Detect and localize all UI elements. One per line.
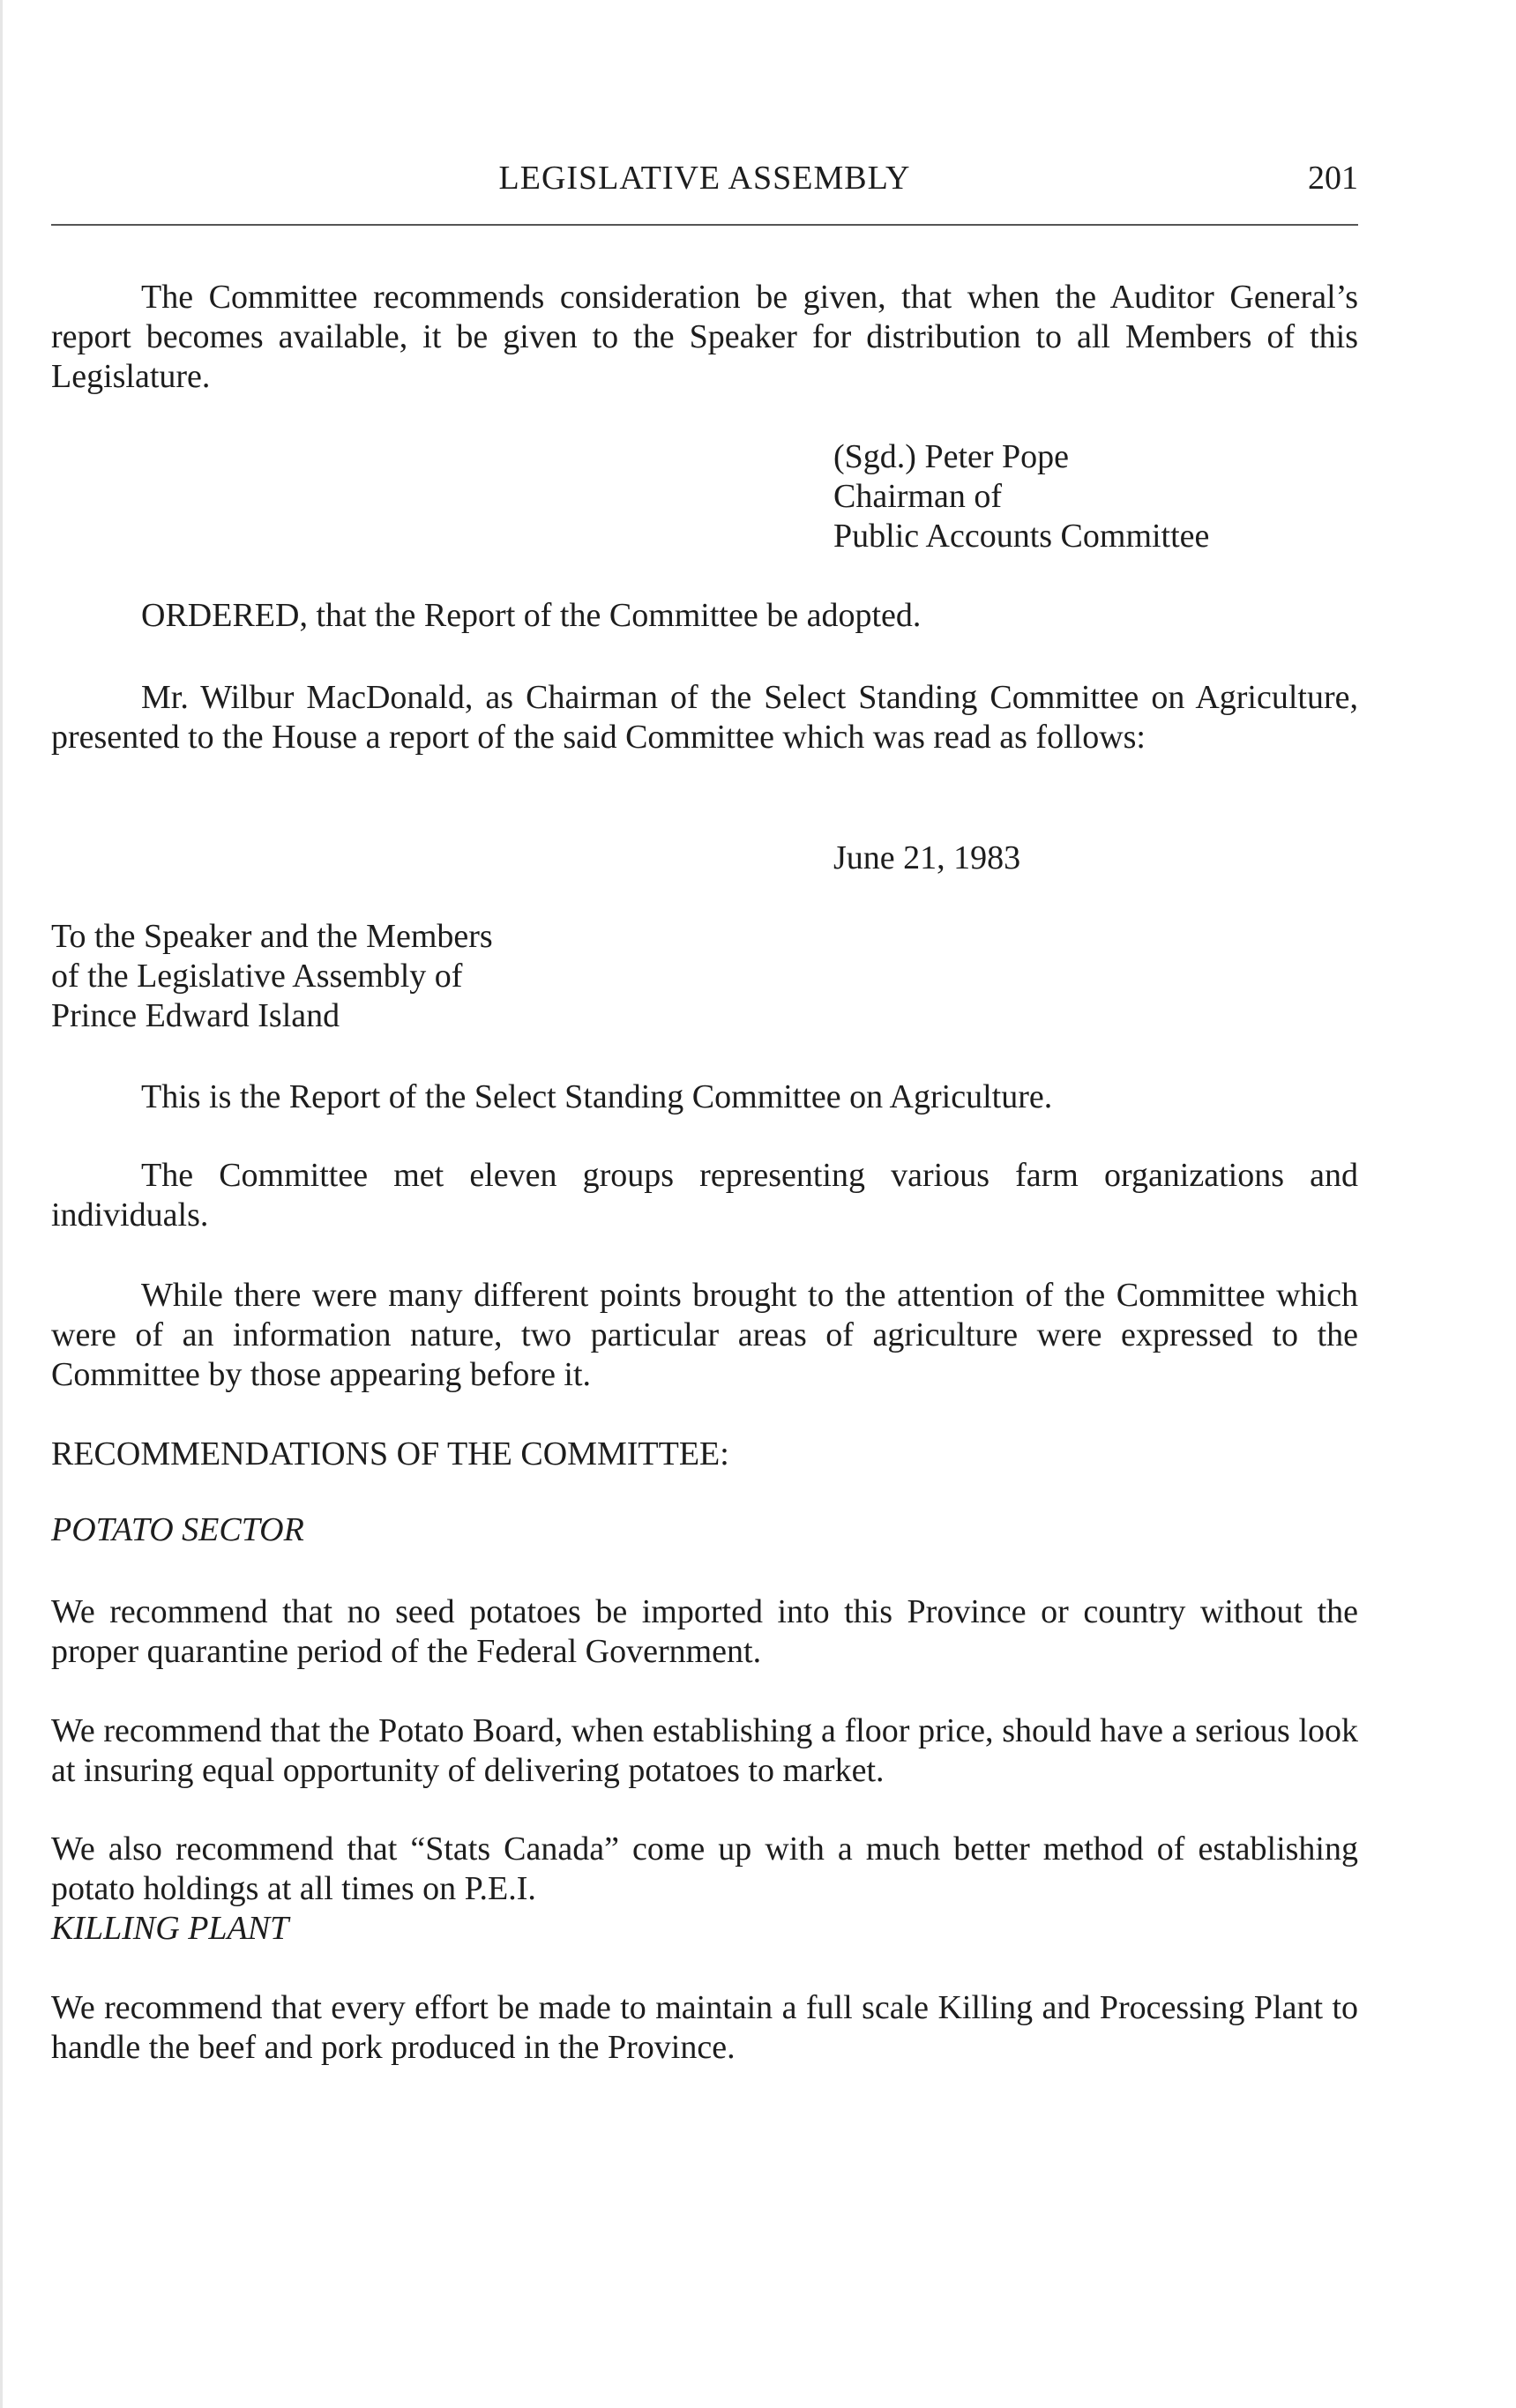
- recommendations-heading: RECOMMENDATIONS OF THE COMMITTEE:: [51, 1435, 729, 1472]
- header-divider: [51, 224, 1358, 226]
- address-line: Prince Edward Island: [51, 997, 340, 1034]
- page-edge: [0, 0, 3, 2408]
- potato-sector-heading: POTATO SECTOR: [51, 1511, 304, 1548]
- page-number: 201: [1308, 160, 1358, 197]
- signature-block: [833, 437, 1209, 556]
- signature-line: (Sgd.) Peter Pope: [833, 438, 1070, 475]
- address-block: [51, 917, 1358, 1036]
- signature-committee: Public Accounts Committee: [833, 518, 1210, 555]
- signature-title: Chairman of: [833, 478, 1003, 515]
- potato-recommendation: We recommend that no seed potatoes be imported into this Province or country without the proper quarantine period of the Federal Government.: [51, 1593, 1358, 1670]
- killing-plant-recommendation: We recommend that every effort be made to maintain a full scale Killing and Processing Plant to handle the beef and pork produced in the Province.: [51, 1989, 1358, 2066]
- address-line: To the Speaker and the Members: [51, 918, 493, 955]
- potato-recommendation: We recommend that the Potato Board, when establishing a floor price, should have a serious look at insuring equal opportunity of delivering potatoes to market.: [51, 1712, 1358, 1789]
- killing-plant-heading: KILLING PLANT: [51, 1910, 289, 1947]
- page-header: [51, 155, 1358, 208]
- paragraph-report-intro: This is the Report of the Select Standing Committee on Agriculture.: [141, 1078, 1053, 1115]
- address-line: of the Legislative Assembly of: [51, 958, 463, 995]
- header-title: LEGISLATIVE ASSEMBLY: [498, 160, 911, 197]
- ordered-paragraph: ORDERED, that the Report of the Committee be adopted.: [141, 597, 922, 634]
- paragraph-committee-met: The Committee met eleven groups representing various farm organizations and individuals.: [51, 1157, 1358, 1234]
- paragraph-points: While there were many different points brought to the attention of the Committee which were of an information nature, two particular areas of agriculture were expressed to the Committee by those appearing before it.: [51, 1277, 1358, 1393]
- paragraph-auditor-report: The Committee recommends consideration be given, that when the Auditor General’s report becomes available, it be given to the Speaker for distribution to all Members of this Legislature.: [51, 279, 1358, 395]
- paragraph-agriculture-report: Mr. Wilbur MacDonald, as Chairman of the Select Standing Committee on Agriculture, presented to the House a report of the said Committee which was read as follows:: [51, 679, 1358, 756]
- potato-recommendation: We also recommend that “Stats Canada” come up with a much better method of establishing potato holdings at all times on P.E.I.: [51, 1830, 1358, 1907]
- report-date: June 21, 1983: [833, 839, 1021, 876]
